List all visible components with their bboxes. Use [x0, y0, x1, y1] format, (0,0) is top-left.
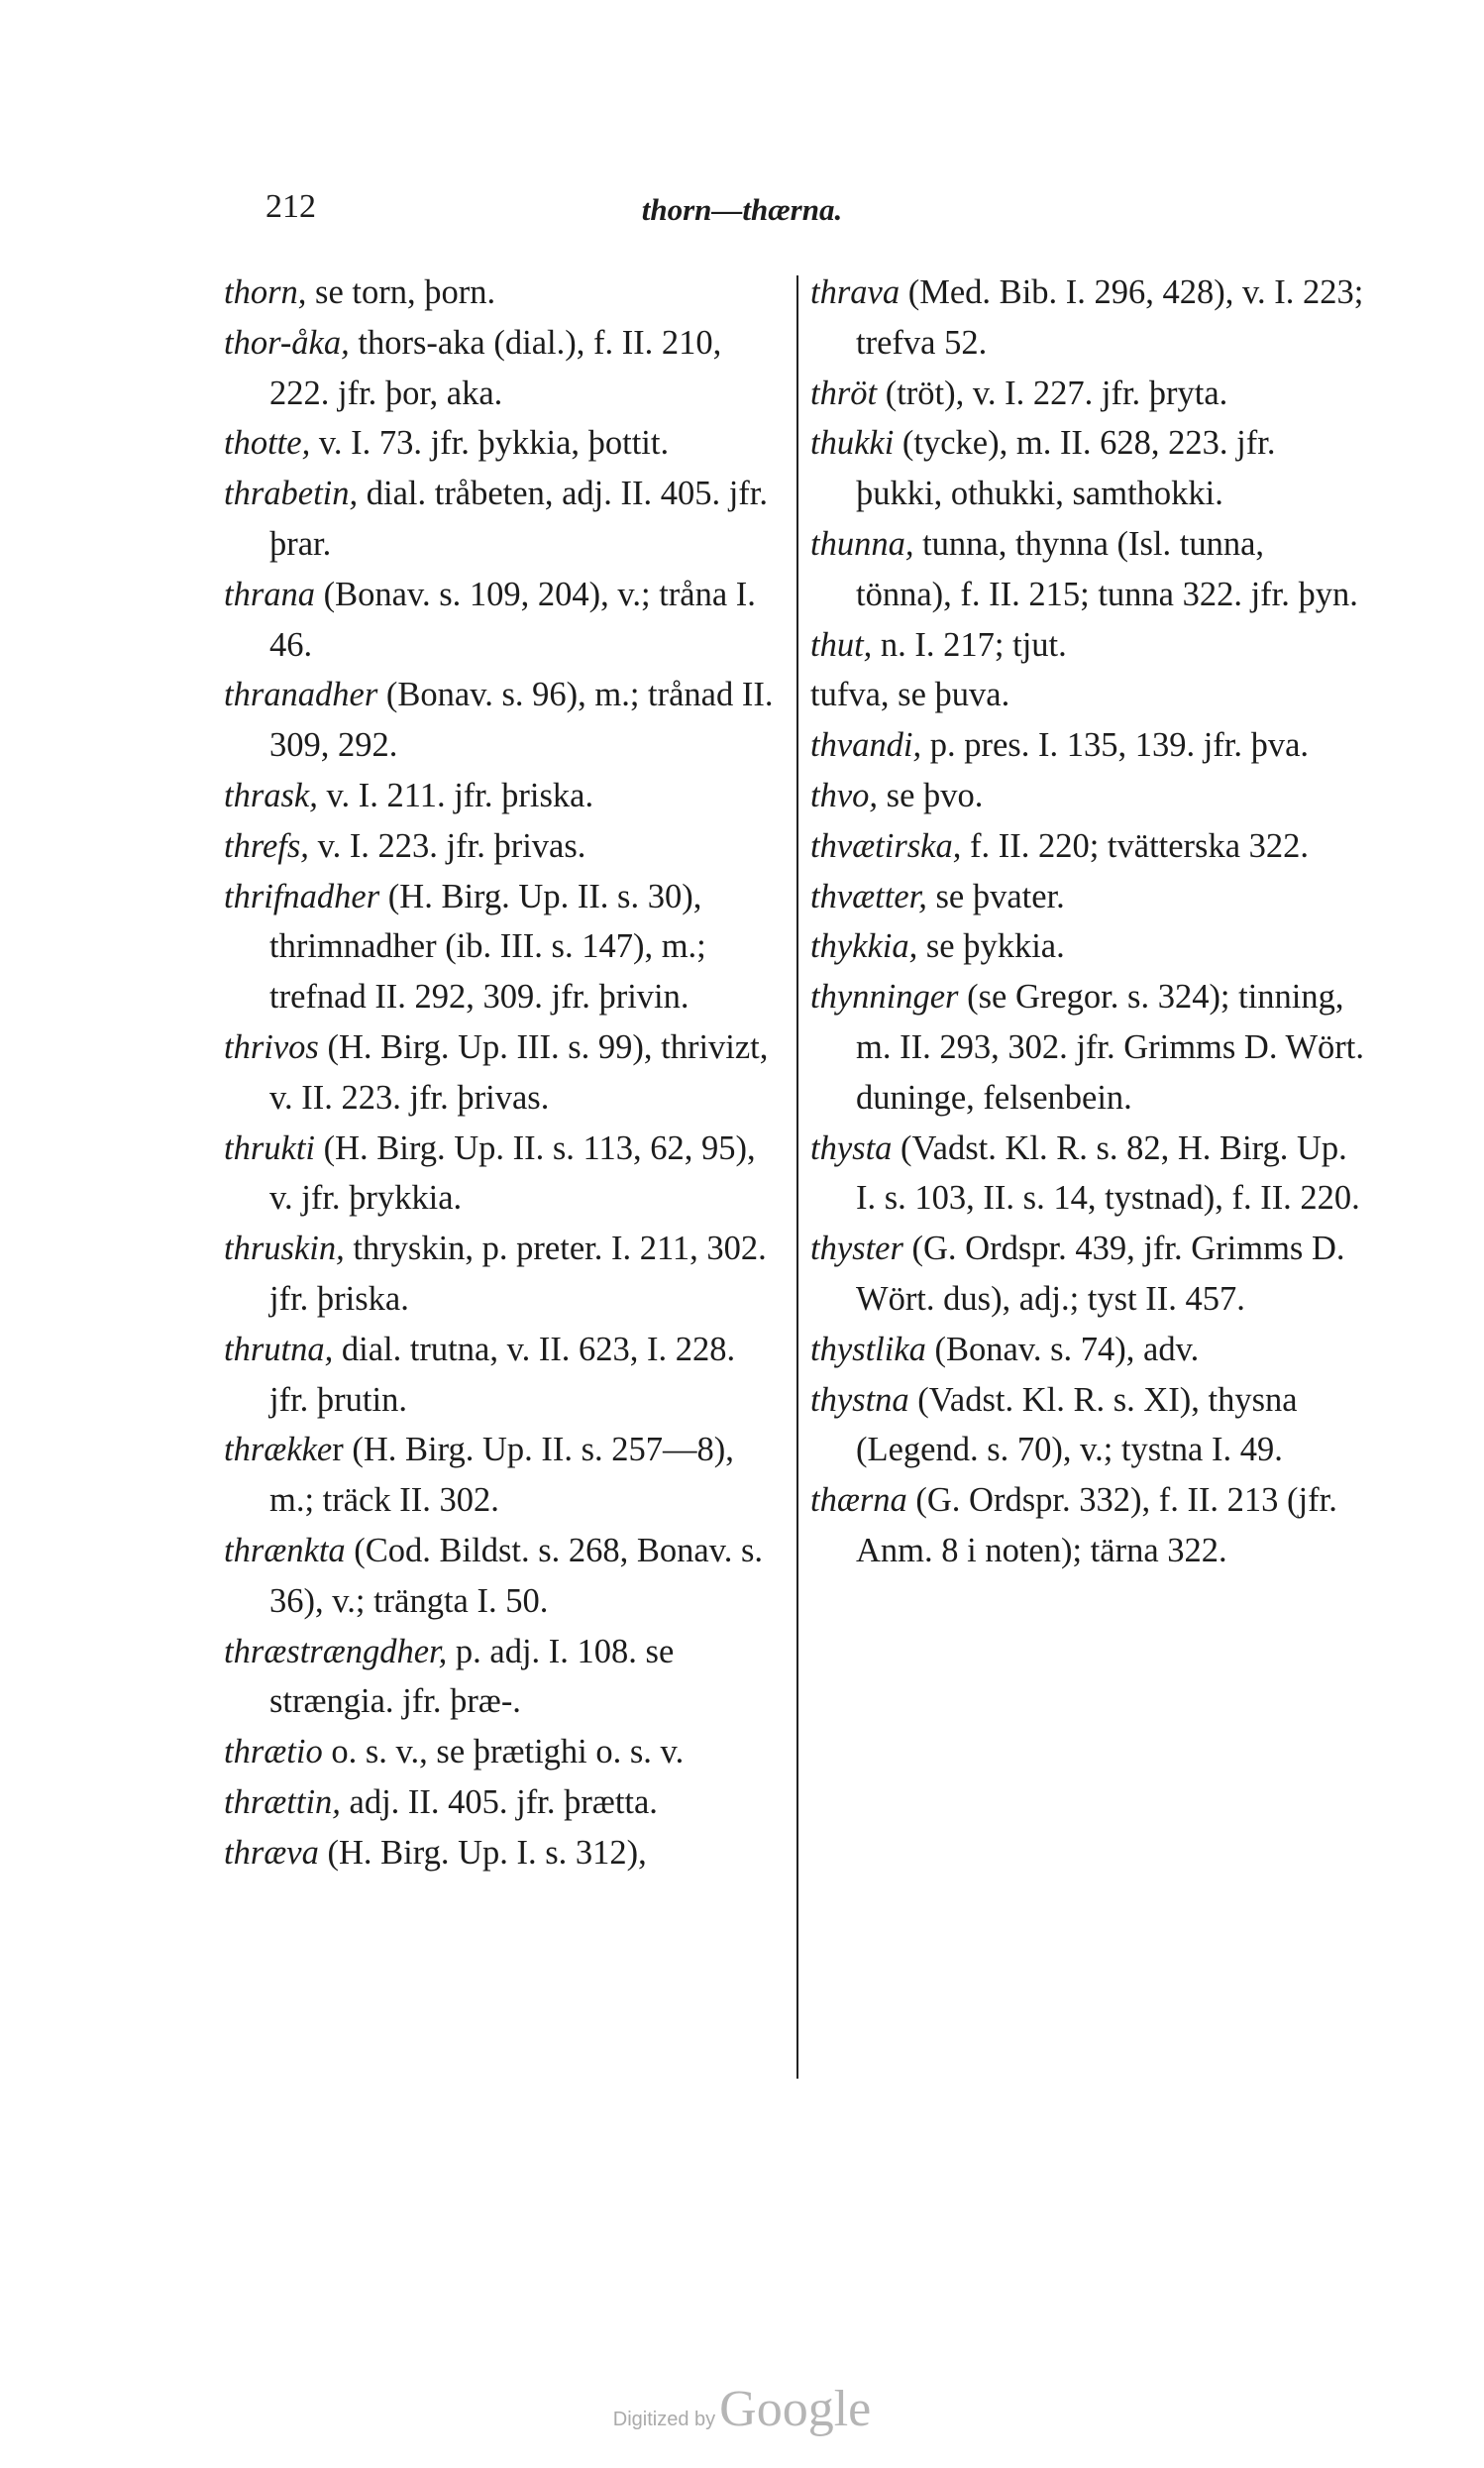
dictionary-entry — [810, 972, 1365, 1123]
dictionary-entry — [810, 872, 1365, 922]
entry-headword: thrask, — [224, 776, 318, 814]
dictionary-entry — [224, 1325, 779, 1426]
google-logo: Google — [719, 2381, 872, 2437]
running-head: thorn—thærna. — [641, 192, 843, 227]
entry-definition: (H. Birg. Up. III. s. 99), thrivizt, v. II. 223. jfr. þrivas. — [269, 1027, 769, 1117]
dictionary-entry — [224, 1425, 779, 1526]
entry-definition: p. pres. I. 135, 139. jfr. þva. — [921, 726, 1310, 765]
dictionary-entry — [810, 369, 1365, 419]
entry-headword: threfs, — [224, 826, 309, 865]
entry-definition: tunna, thynna (Isl. tunna, tönna), f. II. 215; tunna 322. jfr. þyn. — [856, 524, 1358, 613]
entry-headword: thrænkta — [224, 1531, 346, 1569]
entry-definition: (Med. Bib. I. 296, 428), v. I. 223; trefva 52. — [856, 273, 1364, 362]
entry-headword: thukki — [810, 424, 895, 463]
dictionary-entry — [810, 418, 1365, 519]
entry-definition: n. I. 217; tjut. — [872, 625, 1067, 664]
entry-definition: f. II. 220; tvätterska 322. — [961, 826, 1310, 865]
entry-definition: v. I. 211. jfr. þriska. — [317, 776, 594, 814]
entry-definition: (tröt), v. I. 227. jfr. þryta. — [877, 374, 1228, 412]
dictionary-entry — [224, 1777, 779, 1828]
entry-definition: (H. Birg. Up. I. s. 312), — [318, 1833, 647, 1872]
entry-definition: (Bonav. s. 74), adv. — [925, 1330, 1200, 1368]
dictionary-entry — [810, 1124, 1365, 1225]
entry-headword: thyster — [810, 1230, 903, 1268]
entry-headword: thotte, — [224, 424, 311, 463]
dictionary-entry — [810, 670, 1365, 720]
entry-headword: thærna — [810, 1481, 907, 1520]
entry-headword: thysta — [810, 1128, 893, 1167]
dictionary-entry — [810, 519, 1365, 620]
entry-headword: thrabetin, — [224, 475, 359, 513]
entry-headword: thvætirska, — [810, 826, 962, 865]
dictionary-entry — [224, 268, 779, 318]
entry-definition: (Vadst. Kl. R. s. XI), thysna (Legend. s. 70), v.; tystna I. 49. — [856, 1380, 1298, 1469]
dictionary-entry — [224, 872, 779, 1022]
entry-headword: thrække — [224, 1431, 333, 1469]
entry-headword: thykkia, — [810, 927, 918, 966]
entry-headword: thröt — [810, 374, 878, 412]
dictionary-entry — [810, 1375, 1365, 1476]
dictionary-entry — [224, 1828, 779, 1878]
entry-definition: o. s. v., se þrætighi o. s. v. — [322, 1733, 685, 1771]
entry-definition: (Vadst. Kl. R. s. 82, H. Birg. Up. I. s. 103, II. s. 14, tystnad), f. II. 220. — [856, 1128, 1360, 1218]
entry-headword: thunna, — [810, 524, 914, 563]
entry-headword: thrættin, — [224, 1782, 341, 1821]
entry-headword: thrivos — [224, 1027, 319, 1066]
entry-definition: v. I. 73. jfr. þykkia, þottit. — [310, 424, 670, 463]
entry-definition: (G. Ordspr. 439, jfr. Grimms D. Wört. dus), adj.; tyst II. 457. — [856, 1230, 1345, 1318]
entry-headword: thrifnadher — [224, 877, 380, 915]
entry-headword: thrutna, — [224, 1330, 334, 1368]
entry-headword: thor-åka, — [224, 323, 350, 362]
entry-definition: (H. Birg. Up. II. s. 113, 62, 95), v. jfr. þrykkia. — [269, 1128, 756, 1218]
entry-definition: dial. tråbeten, adj. II. 405. jfr. þrar. — [269, 475, 768, 563]
dictionary-entry — [810, 720, 1365, 771]
entry-headword: thruskin, — [224, 1230, 345, 1268]
entry-definition: se þvater. — [926, 877, 1065, 915]
dictionary-entry — [224, 670, 779, 771]
entry-headword: thvo, — [810, 776, 879, 814]
dictionary-entry — [810, 821, 1365, 872]
entry-definition: thors-aka (dial.), f. II. 210, 222. jfr. þor, aka. — [269, 323, 722, 412]
dictionary-entry — [224, 1224, 779, 1325]
entry-definition: (Cod. Bildst. s. 268, Bonav. s. 36), v.; trängta I. 50. — [269, 1531, 764, 1620]
dictionary-entry — [810, 771, 1365, 821]
dictionary-entry — [224, 570, 779, 671]
entry-definition: adj. II. 405. jfr. þrætta. — [340, 1782, 658, 1821]
entry-definition: tufva, se þuva. — [810, 676, 1010, 714]
page-number: 212 — [265, 188, 316, 225]
dictionary-entry — [224, 771, 779, 821]
entry-definition: (G. Ordspr. 332), f. II. 213 (jfr. Anm. 8 i noten); tärna 322. — [856, 1481, 1337, 1569]
dictionary-entry — [810, 921, 1365, 972]
column-divider — [796, 275, 798, 2079]
entry-definition: (Bonav. s. 109, 204), v.; tråna I. 46. — [269, 575, 756, 664]
entry-headword: thrukti — [224, 1128, 315, 1167]
entry-definition: (Bonav. s. 96), m.; trånad II. 309, 292. — [269, 676, 774, 765]
entry-definition: (se Gregor. s. 324); tinning, m. II. 293, 302. jfr. Grimms D. Wört. duninge, felsenbein. — [856, 978, 1364, 1117]
dictionary-entry — [810, 620, 1365, 671]
entry-definition: thryskin, p. preter. I. 211, 302. jfr. þriska. — [269, 1230, 767, 1318]
entry-definition: r (H. Birg. Up. II. s. 257—8), m.; träck II. 302. — [269, 1431, 734, 1520]
right-column — [810, 268, 1365, 1576]
entry-headword: thut, — [810, 625, 873, 664]
entry-headword: thvandi, — [810, 726, 922, 765]
dictionary-entry — [224, 1022, 779, 1124]
dictionary-entry — [224, 418, 779, 469]
entry-definition: se torn, þorn. — [306, 273, 496, 311]
page-header — [0, 188, 1484, 238]
dictionary-entry — [810, 268, 1365, 369]
digitized-footer — [0, 2380, 1484, 2438]
dictionary-entry — [810, 1325, 1365, 1375]
entry-headword: thræva — [224, 1833, 319, 1872]
entry-headword: thranadher — [224, 676, 378, 714]
entry-definition: p. adj. I. 108. se strængia. jfr. þræ-. — [269, 1632, 675, 1721]
left-column — [224, 268, 779, 1878]
entry-headword: thorn, — [224, 273, 307, 311]
dictionary-entry — [224, 1526, 779, 1627]
dictionary-entry — [224, 1727, 779, 1777]
entry-definition: se þvo. — [878, 776, 984, 814]
entry-definition: (tycke), m. II. 628, 223. jfr. þukki, othukki, samthokki. — [856, 424, 1276, 513]
dictionary-entry — [224, 469, 779, 570]
entry-headword: thvætter, — [810, 877, 927, 915]
entry-definition: v. I. 223. jfr. þrivas. — [308, 826, 586, 865]
entry-headword: thræstrængdher, — [224, 1632, 448, 1670]
dictionary-entry — [224, 318, 779, 419]
entry-definition: dial. trutna, v. II. 623, I. 228. jfr. þrutin. — [269, 1330, 736, 1419]
entry-definition: se þykkia. — [917, 927, 1065, 966]
dictionary-entry — [224, 821, 779, 872]
entry-headword: thrava — [810, 273, 901, 311]
entry-headword: thynninger — [810, 978, 959, 1017]
entry-definition: (H. Birg. Up. II. s. 30), thrimnadher (ib. III. s. 147), m.; trefnad II. 292, 309. jfr. þrivin. — [269, 877, 706, 1017]
dictionary-entry — [810, 1224, 1365, 1325]
dictionary-entry — [224, 1124, 779, 1225]
entry-headword: thystlika — [810, 1330, 926, 1368]
dictionary-entry — [224, 1627, 779, 1728]
entry-headword: thrætio — [224, 1733, 323, 1771]
entry-headword: thystna — [810, 1380, 909, 1419]
dictionary-entry — [810, 1475, 1365, 1576]
entry-headword: thrana — [224, 575, 316, 613]
digitized-by-text: Digitized by — [612, 2409, 716, 2430]
